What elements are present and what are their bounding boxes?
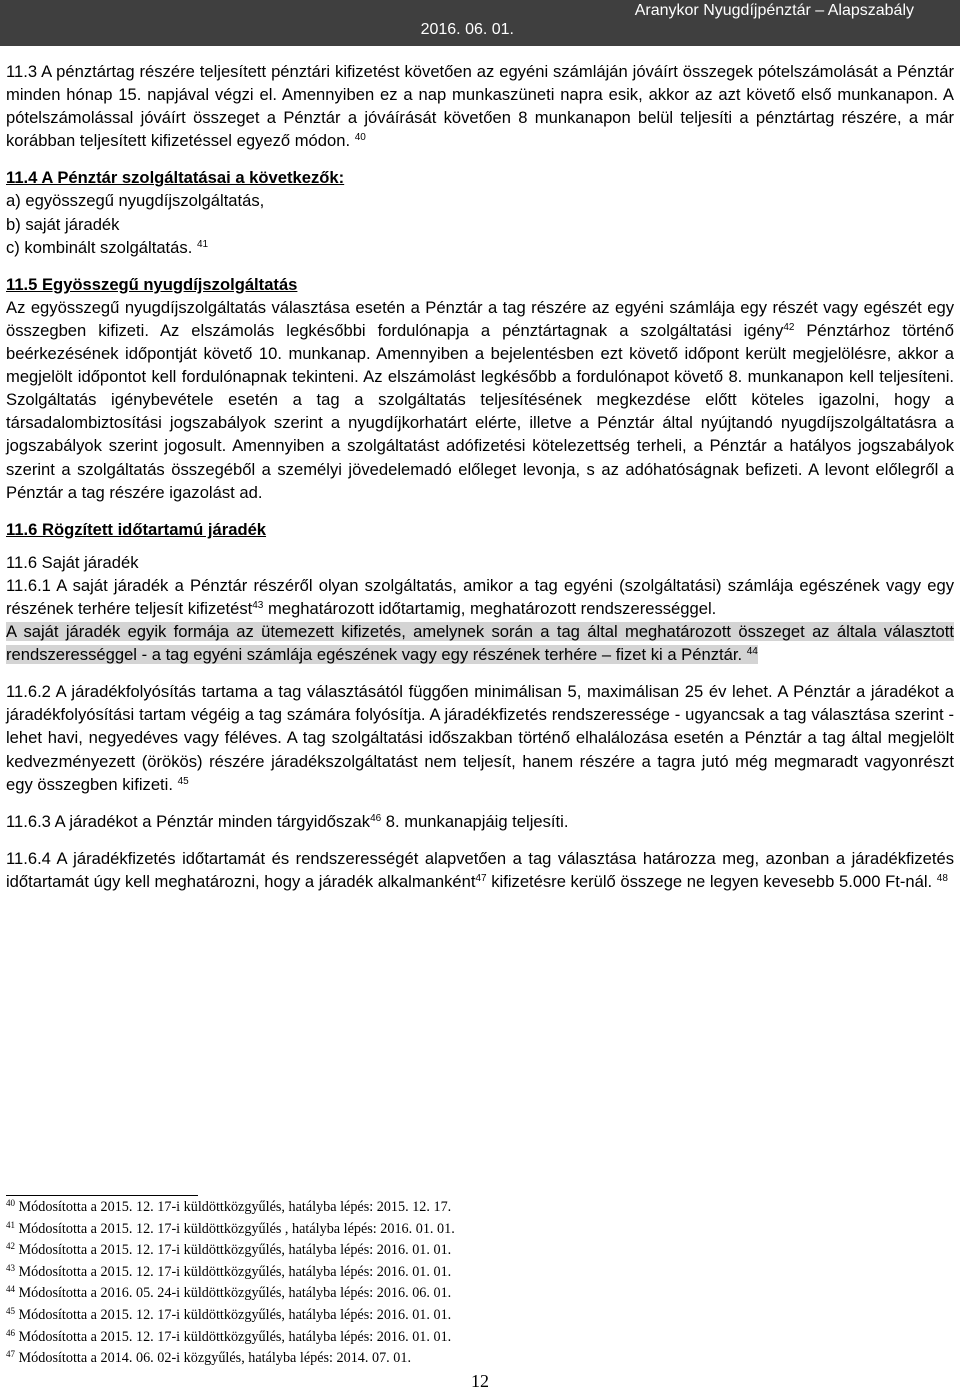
paragraph-11-6-3: 11.6.3 A járadékot a Pénztár minden tárgyidőszak$^{46}$ 8. munkanapjáig teljesíti. [6, 811, 569, 831]
page-number: 12 [471, 1371, 489, 1391]
footnote-ref[interactable]: 40 [354, 132, 366, 144]
header-date: 2016. 06. 01. [420, 21, 514, 38]
document-body [6, 60, 954, 893]
footnote-item: $^{41}$ Módosította a 2015. 12. 17-i küldöttközgyűlés , hatályba lépés: 2016. 01. 01. [6, 1219, 455, 1237]
highlighted-paragraph: A saját járadék egyik formája az ütemezett kifizetés, amelynek során a tag által meghatározott összeget az általa választott rendszerességgel - a tag egyéni számlája egészének vagy egy részének terhére – fizet ki a Pénztár. $^{44}$ [6, 622, 954, 665]
header-title: Aranykor Nyugdíjpénztár – Alapszabály [634, 2, 914, 19]
footnote-separator [6, 1195, 198, 1196]
footnotes [6, 1197, 706, 1370]
section-heading: 11.5 Egyösszegű nyugdíjszolgáltatás [6, 274, 298, 294]
section-11-5 [6, 273, 954, 504]
list-item: a) egyösszegű nyugdíjszolgáltatás, [6, 191, 265, 211]
header-rule [0, 42, 960, 46]
footnote-ref[interactable]: 43 [252, 599, 264, 611]
footnote-item: $^{47}$ Módosította a 2014. 06. 02-i közgyűlés, hatályba lépés: 2014. 07. 01. [6, 1349, 412, 1367]
footnote-ref[interactable]: 41 [196, 238, 209, 250]
paragraph-11-6-1: 11.6.1 A saját járadék a Pénztár részéről olyan szolgáltatás, amikor a tag egyéni (szolgáltatási) számlája egészének vagy egy részének terhére teljesít kifizetést$^{43}$ meghatározott időtartamig, meghatározott rendszerességgel. [6, 575, 954, 618]
footnote-ref[interactable]: 46 [370, 812, 382, 824]
footnote-item: $^{45}$ Módosította a 2015. 12. 17-i küldöttközgyűlés, hatályba lépés: 2016. 01. 01. [6, 1305, 452, 1323]
footnote-item: $^{43}$ Módosította a 2015. 12. 17-i küldöttközgyűlés, hatályba lépés: 2016. 01. 01. [6, 1262, 452, 1280]
paragraph-11-3: 11.3 A pénztártag részére teljesített pénztári kifizetést követően az egyéni számláján jóváírt összegek pótelszámolását a Pénztár minden hónap 15. napjával végzi el. Amennyiben ez a nap munkaszüneti napra esik, akkor az azt követő első munkanapon. A pótelszámolással jóváírt összeget a Pénztár a jóváírását követően 8 munkanapon belül teljesíti a pénztártag részére, a már korábban teljesített kifizetéssel egyező módon. $^{40}$ [6, 62, 954, 151]
page-header [0, 0, 960, 42]
footnote-item: $^{44}$ Módosította a 2016. 05. 24-i küldöttközgyűlés, hatályba lépés: 2016. 06. 01. [6, 1284, 452, 1302]
footnote-ref[interactable]: 48 [936, 872, 948, 884]
footnote-ref[interactable]: 42 [783, 321, 795, 333]
section-11-6 [6, 518, 954, 893]
footnote-item: $^{40}$ Módosította a 2015. 12. 17-i küldöttközgyűlés, hatályba lépés: 2015. 12. 17. [6, 1198, 452, 1215]
section-heading: 11.6 Rögzített időtartamú járadék [6, 519, 267, 539]
footnote-ref[interactable]: 45 [177, 775, 189, 787]
section-heading: 11.4 A Pénztár szolgáltatásai a következők: [6, 168, 345, 188]
footnote-ref[interactable]: 44 [746, 646, 758, 658]
list-item: b) saját járadék [6, 214, 120, 234]
section-11-4 [6, 166, 954, 258]
paragraph-11-6-4: 11.6.4 A járadékfizetés időtartamát és rendszerességét alapvetően a tag választása határozza meg, azonban a járadékfizetés időtartamát úgy kell meghatározni, hogy a járadék alkalmanként$^{47}$ kifizetésre kerülő összege ne legyen kevesebb 5.000 Ft-nál. $^{48}$ [6, 848, 954, 891]
subsection-title: 11.6 Saját járadék [6, 552, 139, 572]
paragraph-11-5: Az egyösszegű nyugdíjszolgáltatás választása esetén a Pénztár a tag részére az egyéni számlája egy részét vagy egészét egy összegben kifizeti. Az elszámolás legkésőbbi fordulónapja a pénztártagnak a szolgáltatási igény$^{42}$ Pénztárhoz történő beérkezésének időpontját követő 10. munkanap. Amennyiben a bejelentésben ezt követő időpont került megjelölésre, akkor a megjelölt időpontot kell fordulónapnak tekinteni. Az elszámolást legkésőbb a fordulónapot követő 8. munkanapon kell teljesíteni. Szolgáltatás igénybevétele esetén a tag a szolgáltatás teljesítésének megkezdése előtt köteles igazolni, hogy a társadalombiztosítási jogszabályok szerint a nyugdíjkorhatárt elérte, illetve a Pénztár által nyújtandó nyugdíjszolgáltatásra a jogszabályok szerint jogosult. Amennyiben a szolgáltatást adófizetési kötelezettség terheli, a Pénztár a hatályos jogszabályok szerint a szolgáltatás összegéből a személyi jövedelemadó előleget levonja, s az adóhatóságnak befizeti. A levont előlegről a Pénztár a tag részére igazolást ad. [6, 297, 954, 502]
paragraph-11-6-2: 11.6.2 A járadékfolyósítás tartama a tag választásától függően minimálisan 5, maximálisan 25 év lehet. A Pénztár a járadékot a járadékfolyósítási tartam végéig a tag számára folyósítja. A járadékfizetés rendszeressége - ugyancsak a tag választása szerint - lehet havi, negyedéves vagy féléves. A tag szolgáltatási időszakban történő elhalálozása esetén a Pénztár a tag által megjelölt kedvezményezett (örökös) részére járadékszolgáltatást nem teljesít, hanem részére a tagra jutó még megmaradt vagyonrészt egy összegben kifizeti. $^{45}$ [6, 682, 954, 794]
footnote-item: $^{42}$ Módosította a 2015. 12. 17-i küldöttközgyűlés, hatályba lépés: 2016. 01. 01. [6, 1241, 452, 1259]
footnote-ref[interactable]: 47 [475, 872, 487, 884]
list-item: c) kombinált szolgáltatás. $^{41}$ [6, 237, 209, 257]
footnote-item: $^{46}$ Módosította a 2015. 12. 17-i küldöttközgyűlés, hatályba lépés: 2016. 01. 01. [6, 1327, 452, 1345]
